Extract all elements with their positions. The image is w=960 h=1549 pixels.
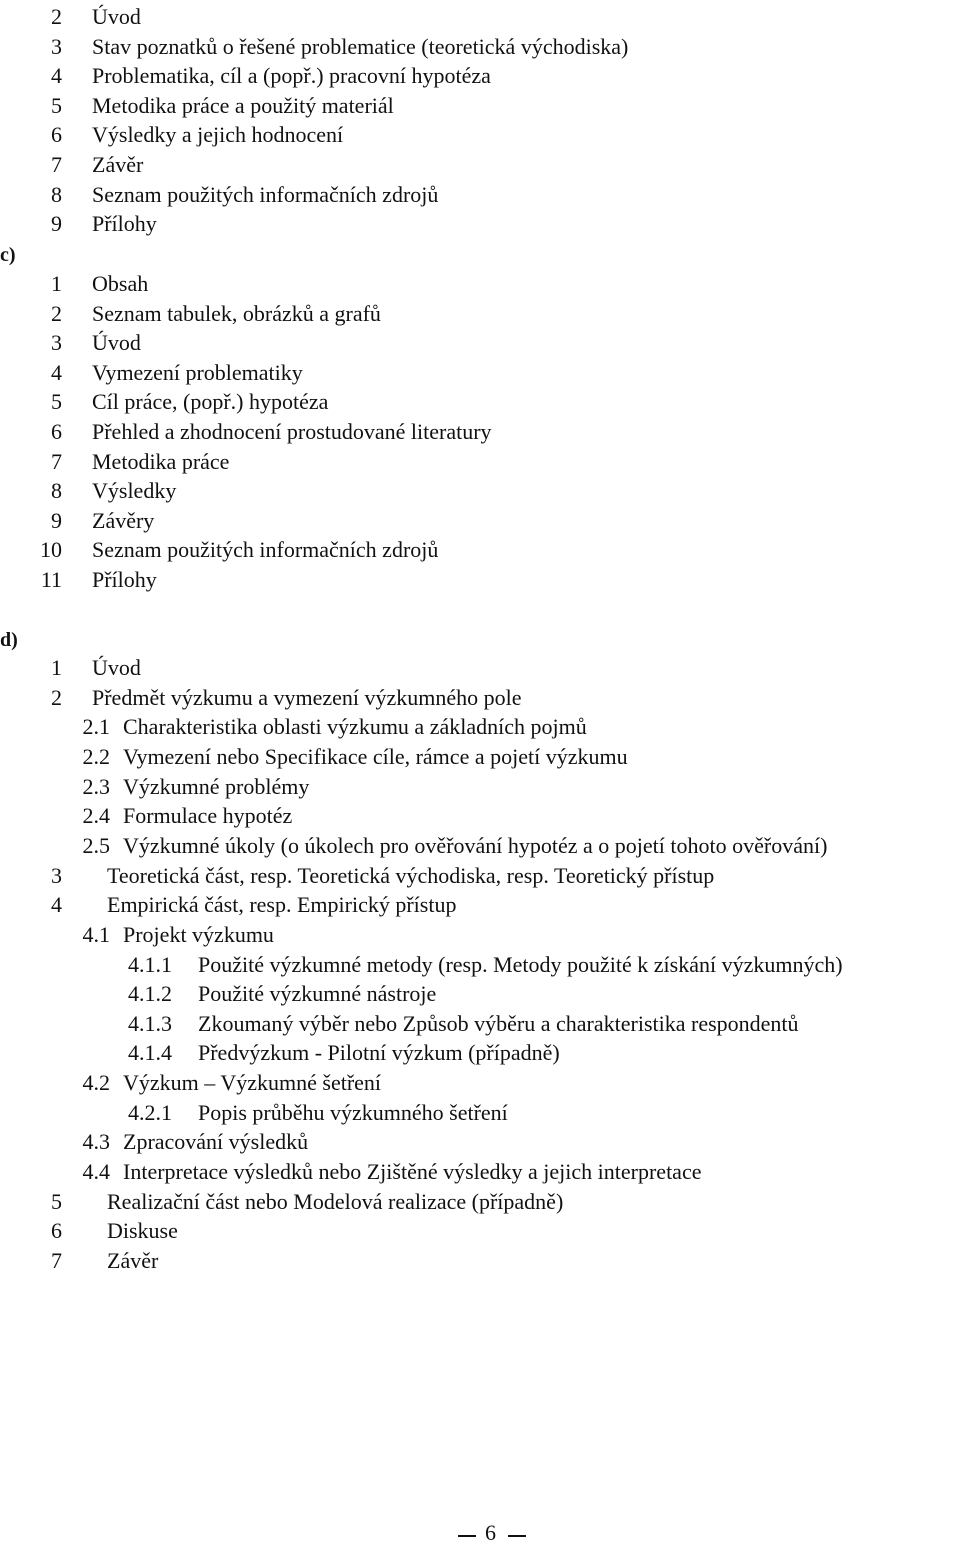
item-number: 7	[51, 152, 62, 177]
item-title: Použité výzkumné metody (resp. Metody použité k získání výzkumných)	[198, 951, 843, 977]
item-title: Přílohy	[92, 567, 157, 592]
footer-dash-left	[458, 1535, 476, 1537]
item-number: 5	[51, 389, 62, 415]
item-number: 7	[51, 448, 62, 474]
item-title: Zkoumaný výběr nebo Způsob výběru a charakteristika respondentů	[198, 1010, 799, 1036]
item-number: 1	[51, 655, 62, 680]
item-title: Přehled a zhodnocení prostudované literatury	[92, 419, 492, 444]
item-title: Závěr	[107, 1248, 159, 1273]
item-title: Seznam použitých informačních zdrojů	[92, 537, 439, 563]
item-title: Seznam použitých informačních zdrojů	[92, 181, 439, 207]
item-number: 5	[51, 92, 62, 118]
item-number: 4.2	[82, 1070, 110, 1096]
section-d-label: d)	[0, 629, 18, 651]
item-title: Stav poznatků o řešené problematice (teoretická východiska)	[92, 33, 629, 59]
item-number: 4	[51, 63, 62, 89]
item-title: Výsledky a jejich hodnocení	[92, 122, 344, 148]
item-number: 4.1.2	[128, 981, 172, 1007]
item-number: 8	[51, 478, 62, 504]
item-number: 2	[51, 4, 62, 29]
item-title: Úvod	[92, 4, 141, 29]
footer-dash-right	[508, 1535, 526, 1537]
item-number: 2.5	[82, 832, 110, 858]
item-number: 1	[51, 271, 62, 296]
item-number: 4.1.1	[128, 951, 172, 977]
item-number: 4.2.1	[128, 1099, 172, 1125]
item-number: 3	[51, 862, 62, 888]
item-title: Závěry	[92, 507, 155, 533]
item-number: 2	[51, 684, 62, 710]
item-number: 5	[51, 1188, 62, 1214]
item-number: 9	[51, 211, 62, 237]
item-number: 4	[51, 892, 62, 918]
item-number: 4.1.4	[128, 1040, 172, 1066]
page-number: 6	[485, 1520, 496, 1545]
item-title: Vymezení problematiky	[92, 359, 303, 385]
item-title: Výzkumné úkoly (o úkolech pro ověřování hypotéz a o pojetí tohoto ověřování)	[123, 832, 828, 858]
item-number: 8	[51, 181, 62, 207]
item-title: Výzkum – Výzkumné šetření	[123, 1070, 382, 1096]
item-title: Výsledky	[92, 478, 177, 504]
item-title: Metodika práce	[92, 448, 230, 474]
item-title: Úvod	[92, 330, 141, 356]
item-number: 4	[51, 359, 62, 385]
item-title: Vymezení nebo Specifikace cíle, rámce a pojetí výzkumu	[123, 743, 628, 769]
item-number: 2.1	[82, 714, 110, 740]
item-title: Předvýzkum - Pilotní výzkum (případně)	[198, 1040, 560, 1066]
item-title: Použité výzkumné nástroje	[198, 981, 437, 1007]
item-title: Interpretace výsledků nebo Zjištěné výsledky a jejich interpretace	[123, 1159, 702, 1185]
item-number: 2	[51, 300, 62, 326]
item-title: Problematika, cíl a (popř.) pracovní hypotéza	[92, 63, 491, 89]
item-title: Popis průběhu výzkumného šetření	[198, 1099, 508, 1125]
item-title: Předmět výzkumu a vymezení výzkumného pole	[92, 684, 522, 710]
item-number: 3	[51, 33, 62, 59]
item-number: 2.3	[82, 773, 110, 799]
item-title: Realizační část nebo Modelová realizace (případně)	[107, 1188, 564, 1214]
item-number: 9	[51, 507, 62, 533]
item-title: Seznam tabulek, obrázků a grafů	[92, 300, 381, 326]
item-number: 11	[40, 567, 62, 592]
item-number: 2.4	[82, 803, 110, 829]
item-title: Cíl práce, (popř.) hypotéza	[92, 389, 329, 415]
item-number: 4.1	[82, 921, 110, 947]
item-title: Projekt výzkumu	[123, 921, 274, 947]
item-title: Přílohy	[92, 211, 157, 237]
item-number: 4.1.3	[128, 1010, 172, 1036]
item-title: Závěr	[92, 152, 144, 177]
item-number: 7	[51, 1248, 62, 1273]
item-title: Obsah	[92, 271, 149, 296]
item-number: 6	[51, 1218, 62, 1244]
item-title: Úvod	[92, 655, 141, 680]
item-number: 10	[40, 537, 62, 563]
item-title: Teoretická část, resp. Teoretická východiska, resp. Teoretický přístup	[107, 862, 715, 888]
item-number: 6	[51, 419, 62, 444]
item-title: Zpracování výsledků	[123, 1129, 309, 1155]
item-number: 2.2	[82, 743, 110, 769]
item-title: Výzkumné problémy	[123, 773, 310, 799]
item-title: Empirická část, resp. Empirický přístup	[107, 892, 457, 918]
item-number: 4.4	[82, 1159, 110, 1185]
item-title: Metodika práce a použitý materiál	[92, 92, 394, 118]
item-title: Charakteristika oblasti výzkumu a základních pojmů	[123, 714, 587, 740]
item-number: 3	[51, 330, 62, 356]
item-title: Formulace hypotéz	[123, 803, 293, 829]
item-title: Diskuse	[107, 1218, 178, 1244]
section-c-label: c)	[0, 244, 16, 266]
item-number: 6	[51, 122, 62, 148]
item-number: 4.3	[82, 1129, 110, 1155]
